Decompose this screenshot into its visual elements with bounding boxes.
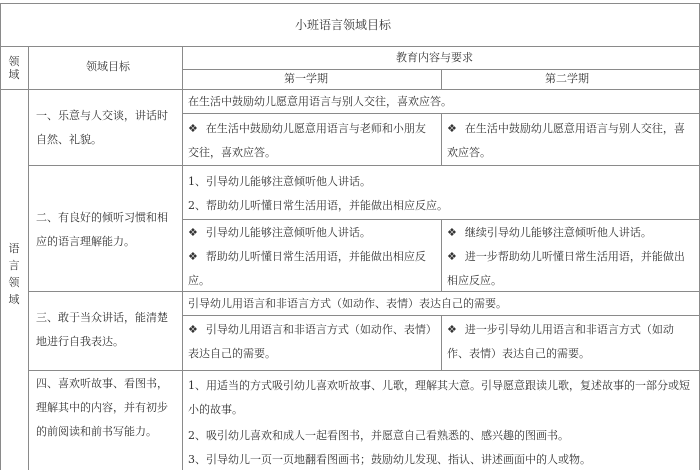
term-header-split bbox=[441, 69, 442, 89]
row3-term-split bbox=[441, 315, 442, 370]
row1-term-split bbox=[441, 113, 442, 165]
row2-term-split bbox=[441, 219, 442, 291]
title-divider bbox=[0, 46, 700, 47]
row3-shared: 引导幼儿用语言和非语言方式（如动作、表情）表达自己的需要。 bbox=[188, 297, 507, 310]
row3-bottom bbox=[28, 370, 700, 371]
bullet-icon: ❖ bbox=[447, 250, 457, 263]
row2-goal: 二、有良好的倾听习惯和相应的语言理解能力。 bbox=[36, 211, 168, 248]
row3-term2-text: 进一步引导幼儿用语言和非语言方式（如动作、表情）表达自己的需要。 bbox=[447, 323, 674, 360]
bullet-icon: ❖ bbox=[188, 226, 198, 239]
row2-term1 bbox=[188, 221, 436, 293]
row1-bottom bbox=[28, 165, 700, 166]
row4-shared-2: 2、吸引幼儿喜欢和成人一起看图书，并愿意自己看熟悉的、感兴趣的图画书。 bbox=[188, 429, 569, 442]
row2-term2-text: 进一步帮助幼儿听懂日常生活用语，并能做出相应反应。 bbox=[447, 250, 685, 287]
row4-shared-3: 3、引导幼儿一页一页地翻看图画书；鼓励幼儿发现、指认、讲述画面中的人或物。 bbox=[188, 453, 591, 466]
row3-term1-text: 引导幼儿用语言和非语言方式（如动作、表情）表达自己的需要。 bbox=[188, 323, 432, 360]
row3-goal: 三、敢于当众讲话，能清楚地进行自我表达。 bbox=[36, 311, 168, 348]
row2-term1-item bbox=[188, 221, 436, 245]
bullet-icon: ❖ bbox=[447, 323, 457, 336]
row1-term1 bbox=[188, 117, 436, 165]
row2-shared-1: 1、引导幼儿能够注意倾听他人讲话。 bbox=[188, 175, 371, 188]
table-border-top bbox=[0, 3, 700, 4]
row1-term1-text: 在生活中鼓励幼儿愿意用语言与老师和小朋友交往，喜欢应答。 bbox=[188, 122, 426, 159]
row2-term2-item bbox=[447, 221, 695, 245]
bullet-icon: ❖ bbox=[188, 323, 198, 336]
row2-term2-text: 继续引导幼儿能够注意倾听他人讲话。 bbox=[464, 226, 652, 239]
row2-shared-2: 2、帮助幼儿听懂日常生活用语，并能做出相应反应。 bbox=[188, 199, 448, 212]
row4-shared-1: 1、用适当的方式吸引幼儿喜欢听故事、儿歌，理解其大意。引导愿意跟读儿歌，复述故事的一部分或短小的故事。 bbox=[188, 379, 690, 416]
table-title: 小班语言领域目标 bbox=[295, 18, 392, 32]
row2-term1-item bbox=[188, 245, 436, 293]
row1-shared: 在生活中鼓励幼儿愿意用语言与别人交往，喜欢应答。 bbox=[188, 95, 452, 108]
row1-term2 bbox=[447, 117, 695, 165]
goal-column-divider bbox=[182, 46, 183, 470]
domain-label: 语言领域 bbox=[8, 242, 20, 306]
row2-term2-item bbox=[447, 245, 695, 293]
row3-term1 bbox=[188, 318, 436, 366]
table-border-left bbox=[0, 3, 1, 470]
header-term1: 第一学期 bbox=[284, 72, 328, 85]
row2-term1-text: 引导幼儿能够注意倾听他人讲话。 bbox=[205, 226, 371, 239]
header-content: 教育内容与要求 bbox=[396, 51, 473, 64]
header-term2: 第二学期 bbox=[545, 72, 589, 85]
row4-goal: 四、喜欢听故事、看图书，理解其中的内容，并有初步的前阅读和前书写能力。 bbox=[36, 377, 168, 438]
term-header-divider bbox=[0, 89, 700, 90]
header-domain: 领域 bbox=[8, 55, 20, 81]
bullet-icon: ❖ bbox=[188, 250, 198, 263]
row1-term2-text: 在生活中鼓励幼儿愿意用语言与别人交往，喜欢应答。 bbox=[447, 122, 685, 159]
row2-term2 bbox=[447, 221, 695, 293]
domain-column-divider bbox=[28, 46, 29, 470]
bullet-icon: ❖ bbox=[447, 122, 457, 135]
row2-term1-text: 帮助幼儿听懂日常生活用语，并能做出相应反应。 bbox=[188, 250, 426, 287]
bullet-icon: ❖ bbox=[188, 122, 198, 135]
bullet-icon: ❖ bbox=[447, 226, 457, 239]
row3-term2 bbox=[447, 318, 695, 366]
row1-goal: 一、乐意与人交谈，讲话时自然、礼貌。 bbox=[36, 109, 168, 146]
header-goal: 领域目标 bbox=[86, 60, 130, 73]
